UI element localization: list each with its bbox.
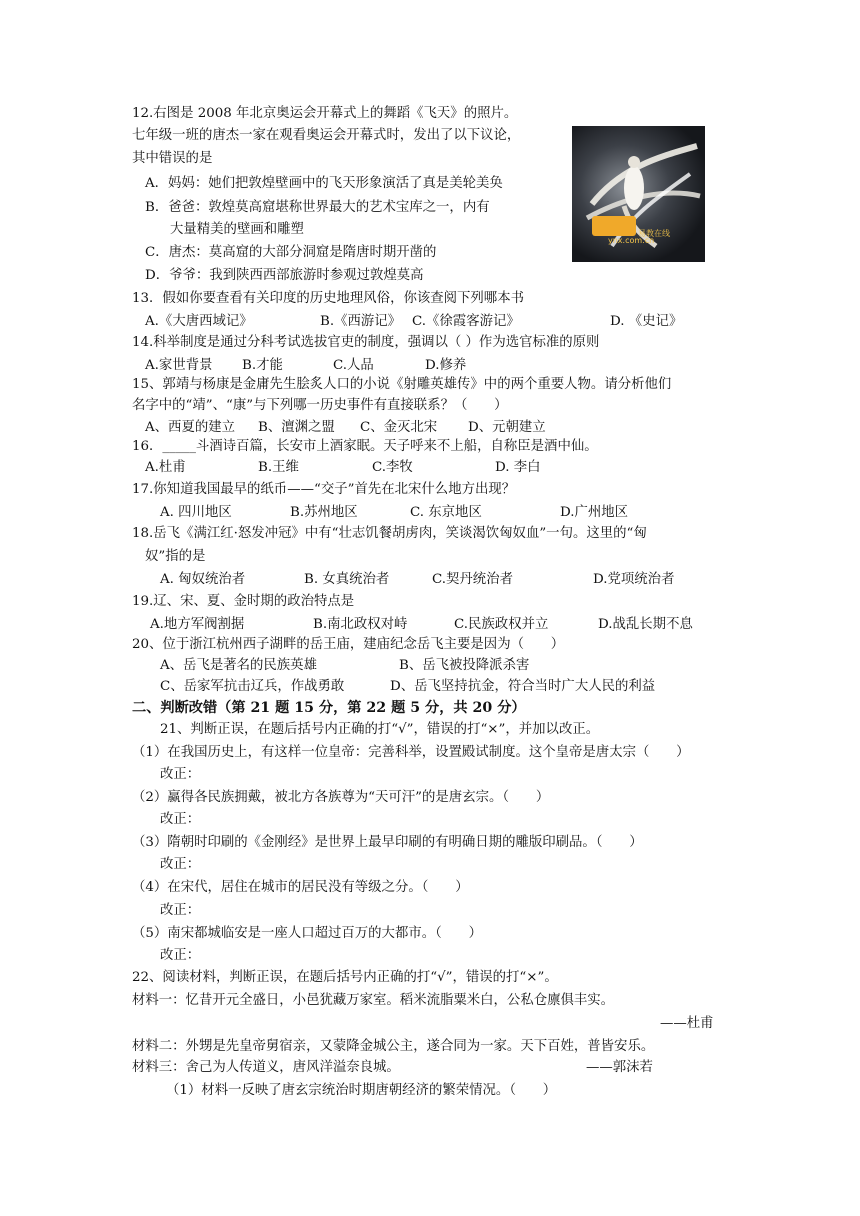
q21-item-4: （4）在宋代，居住在城市的居民没有等级之分。（ ） [132,880,469,895]
q17-option-d: D.广州地区 [560,505,629,520]
q15-stem-line1: 15、郭靖与杨康是金庸先生脍炙人口的小说《射雕英雄传》中的两个重要人物。请分析他们 [132,377,672,392]
q16-option-d: D. 李白 [495,460,541,475]
q22-material-3: 材料三：舍己为人传道义，唐风洋溢奈良城。 [132,1060,400,1075]
q18-option-c: C.契丹统治者 [432,572,513,587]
q19-option-c: C.民族政权并立 [454,617,549,632]
q17-option-a: A. 四川地区 [160,505,232,520]
feitian-dance-photo [572,126,705,262]
q13-stem: 13．假如你要查看有关印度的历史地理风俗，你该查阅下列哪本书 [132,291,524,306]
q21-item-4-fix: 改正： [160,903,201,918]
q12-option-b-cont: 大量精美的壁画和雕塑 [170,222,304,237]
q18-option-a: A. 匈奴统治者 [160,572,246,587]
q20-option-a: A、岳飞是著名的民族英雄 [160,658,317,673]
q16-option-a: A.杜甫 [145,460,186,475]
q16-option-b: B.王维 [258,460,299,475]
q15-stem-line2: 名字中的“靖”、“康”与下列哪一历史事件有直接联系？（ ） [132,398,508,413]
q17-option-b: B.苏州地区 [290,505,358,520]
q18-option-b: B. 女真统治者 [304,572,390,587]
q15-option-c: C、金灭北宋 [360,420,438,435]
watermark-logo [592,216,636,236]
q21-item-2: （2）赢得各民族拥戴，被北方各族尊为“天可汗”的是唐玄宗。（ ） [132,790,550,805]
q20-option-b: B、岳飞被投降派杀害 [399,658,530,673]
q17-option-c: C. 东京地区 [410,505,482,520]
q12-option-b: B．爸爸：敦煌莫高窟堪称世界最大的艺术宝库之一，内有 [145,200,490,215]
q20-stem: 20、位于浙江杭州西子湖畔的岳王庙，建庙纪念岳飞主要是因为（ ） [132,637,565,652]
q21-stem: 21、判断正误，在题后括号内正确的打“√”，错误的打“×”，并加以改正。 [160,722,600,737]
q17-stem: 17.你知道我国最早的纸币——“交子”首先在北宋什么地方出现？ [132,482,516,497]
q15-option-d: D、元朝建立 [468,420,546,435]
q12-option-c: C．唐杰：莫高窟的大部分洞窟是隋唐时期开凿的 [145,245,437,260]
q21-item-3: （3）隋朝时印刷的《金刚经》是世界上最早印刷的有明确日期的雕版印刷品。（ ） [132,835,643,850]
q15-option-a: A、西夏的建立 [145,420,236,435]
q21-item-1-fix: 改正： [160,767,201,782]
q14-option-a: A.家世背景 [145,358,213,373]
q12-stem-line3: 其中错误的是 [132,151,213,166]
q22-material-1-author: ——杜甫 [660,1016,714,1031]
q15-option-b: B、澶渊之盟 [258,420,335,435]
q20-option-d: D、岳飞坚持抗金，符合当时广大人民的利益 [390,679,656,694]
q18-stem-line1: 18.岳飞《满江红·怒发冲冠》中有“壮志饥餐胡虏肉，笑谈渴饮匈奴血”一句。这里的“匈 [132,526,647,541]
watermark-url: ynx.com.cn [608,236,655,245]
q20-option-c: C、岳家军抗击辽兵，作战勇敢 [160,679,345,694]
q19-stem: 19.辽、宋、夏、金时期的政治特点是 [132,594,355,609]
q21-item-5-fix: 改正： [160,948,201,963]
q12-stem-line2: 七年级一班的唐杰一家在观看奥运会开幕式时，发出了以下议论， [132,128,521,143]
q21-item-2-fix: 改正： [160,812,201,827]
q13-option-d: D. 《史记》 [610,314,683,329]
section-2-title: 二、判断改错（第 21 题 15 分，第 22 题 5 分，共 20 分） [132,700,526,716]
q21-item-1: （1）在我国历史上，有这样一位皇帝：完善科举，设置殿试制度。这个皇帝是唐太宗（ ） [132,745,690,760]
q22-material-2: 材料二：外甥是先皇帝舅宿亲，又蒙降金城公主，遂合同为一家。天下百姓，普皆安乐。 [132,1039,655,1054]
watermark-text: 易教在线 [638,229,670,238]
q19-option-a: A.地方军阀割据 [150,617,245,632]
q22-stem: 22、阅读材料，判断正误，在题后括号内正确的打“√”，错误的打“×”。 [132,970,558,985]
q12-option-a: A．妈妈：她们把敦煌壁画中的飞天形象演活了真是美轮美奂 [145,176,503,191]
q16-option-c: C.李牧 [372,460,413,475]
q14-option-d: D.修养 [425,358,467,373]
q19-option-d: D.战乱长期不息 [598,617,693,632]
q16-stem: 16．_____斗酒诗百篇，长安市上酒家眠。天子呼来不上船，自称臣是酒中仙。 [132,439,598,454]
q18-option-d: D.党项统治者 [593,572,675,587]
q14-option-c: C.人品 [333,358,374,373]
q13-option-b: B.《西游记》 [320,314,402,329]
q14-stem: 14.科举制度是通过分科考试选拔官吏的制度，强调以（ ）作为选官标准的原则 [132,335,600,350]
q14-option-b: B.才能 [242,358,283,373]
q21-item-5: （5）南宋都城临安是一座人口超过百万的大都市。（ ） [132,926,482,941]
q13-option-c: C.《徐霞客游记》 [412,314,520,329]
q22-material-1: 材料一：忆昔开元全盛日，小邑犹藏万家室。稻米流脂粟米白，公私仓廪俱丰实。 [132,993,615,1008]
q19-option-b: B.南北政权对峙 [313,617,408,632]
q22-material-3-author: ——郭沫若 [586,1060,653,1075]
q21-item-3-fix: 改正： [160,857,201,872]
q13-option-a: A.《大唐西域记》 [145,314,253,329]
q22-statement-1: （1）材料一反映了唐玄宗统治时期唐朝经济的繁荣情况。（ ） [166,1083,557,1098]
q18-stem-line2: 奴”指的是 [145,549,206,564]
q12-stem-line1: 12.右图是 2008 年北京奥运会开幕式上的舞蹈《飞天》的照片。 [132,106,518,121]
q12-option-d: D．爷爷：我到陕西西部旅游时参观过敦煌莫高 [145,268,424,283]
